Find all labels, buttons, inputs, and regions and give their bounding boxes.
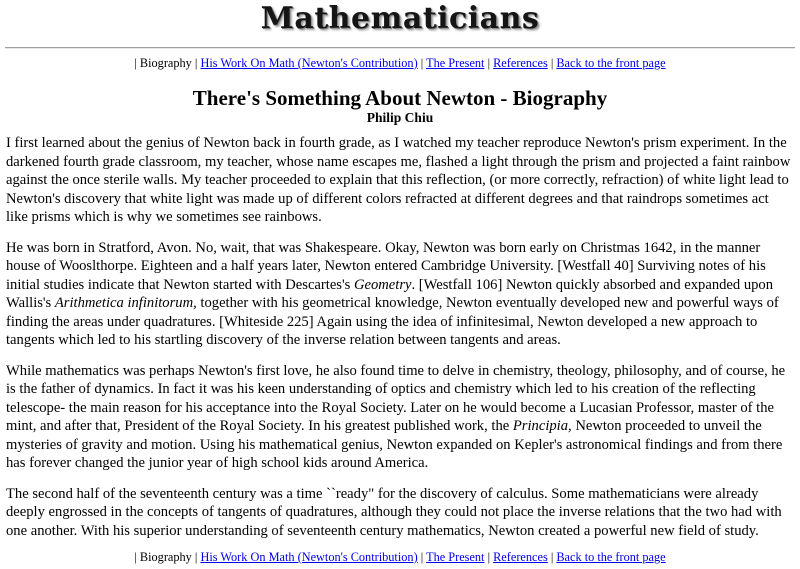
nav-separator: |: [550, 56, 554, 70]
nav-separator: |: [134, 550, 137, 564]
nav-separator: |: [134, 56, 137, 70]
nav-separator: |: [194, 550, 198, 564]
book-title-arithmetica: Arithmetica infinitorum,: [54, 295, 197, 311]
nav-link-back-to-front-page[interactable]: Back to the front page: [556, 56, 666, 70]
header-divider: [5, 47, 795, 49]
site-title-logo: Mathematicians: [260, 1, 540, 36]
nav-separator: |: [550, 550, 554, 564]
nav-link-references[interactable]: References: [493, 550, 548, 564]
site-banner: [0, 0, 800, 40]
nav-separator: |: [487, 550, 491, 564]
nav-link-his-work-on-math[interactable]: His Work On Math (Newton's Contribution): [200, 550, 418, 564]
paragraph-early-life: [6, 239, 794, 350]
book-title-principia: Principia,: [512, 418, 572, 434]
paragraph-text: He was born in Stratford, Avon. No, wait, that was Shakespeare. Okay, Newton was born early on Christmas 1642, in the manner house of Wooslthorpe. Eighteen and a half years later, Newton entered Cambridge University. [Westfall 40] Surviving notes of his initial studies indicate that Newton started with Descartes's: [6, 239, 766, 293]
paragraph-prism: I first learned about the genius of Newton back in fourth grade, as I watched my teacher reproduce Newton's prism experiment. In the darkened fourth grade classroom, my teacher, whose name escapes me, flashed a light through the prism and projected a faint rainbow against the once sterile walls. My teacher proceeded to explain that this reflection, (or more correctly, refraction) of white light lead to Newton's discovery that white light was made up of different colors refracted at different degrees and that raindrops sometimes act like prisms which is why we sometimes see rainbows.: [6, 135, 791, 225]
bottom-navigation: [0, 549, 800, 565]
book-title-geometry: Geometry: [353, 276, 412, 293]
nav-link-back-to-front-page[interactable]: Back to the front page: [556, 550, 666, 564]
nav-separator: |: [194, 56, 198, 70]
paragraph-text: Newton proceeded to unveil the mysteries of gravity and motion. Using his mathematical genius, Newton expanded on Kepler's astronomical findings and from there has forever changed the junior year of high school kids around America.: [6, 418, 783, 471]
nav-current-biography: Biography: [139, 56, 192, 70]
nav-separator: |: [420, 56, 424, 70]
nav-current-biography: Biography: [139, 550, 192, 564]
paragraph-calculus: The second half of the seventeenth century was a time ``ready" for the discovery of calculus. Some mathematicians were already deeply engrossed in the concepts of tangents of quadratures, although they could not place the inverse relations that the two had with one another. With his superior understanding of seventeenth century mathematics, Newton created a powerful new field of study.: [6, 485, 782, 539]
author-name: Philip Chiu: [366, 110, 434, 125]
nav-separator: |: [487, 56, 491, 70]
nav-link-references[interactable]: References: [493, 56, 548, 70]
nav-separator: |: [420, 550, 424, 564]
paragraph-achievements: [6, 362, 794, 473]
top-navigation: [0, 55, 800, 71]
nav-link-the-present[interactable]: The Present: [426, 56, 485, 70]
paragraph-text: . [Westfall 106] Newton quickly absorbed and expanded upon Wallis's: [6, 276, 774, 311]
article-body: [0, 134, 800, 540]
paragraph-text: While mathematics was perhaps Newton's first love, he also found time to delve in chemistry, theology, philosophy, and of course, he is the father of dynamics. In fact it was his keen understanding of optics and chemistry which led to his creation of the reflecting telescope- the main reason for his acceptance into the Royal Society. Later on he would become a Lucasian Professor, master of the mint, and after that, President of the Royal Society. In his greatest published work, the: [6, 362, 786, 434]
page-title: There's Something About Newton - Biography: [192, 86, 608, 110]
paragraph-text: together with his geometrical knowledge, Newton eventually developed new and powerful ways of finding the areas under quadratures. [Whiteside 225] Again using the idea of infinitesimal, Newton developed a new approach to tangents which led to his startling discovery of the inverse relation between tangents and areas.: [6, 295, 779, 348]
nav-link-his-work-on-math[interactable]: His Work On Math (Newton's Contribution): [200, 56, 418, 70]
nav-link-the-present[interactable]: The Present: [426, 550, 485, 564]
